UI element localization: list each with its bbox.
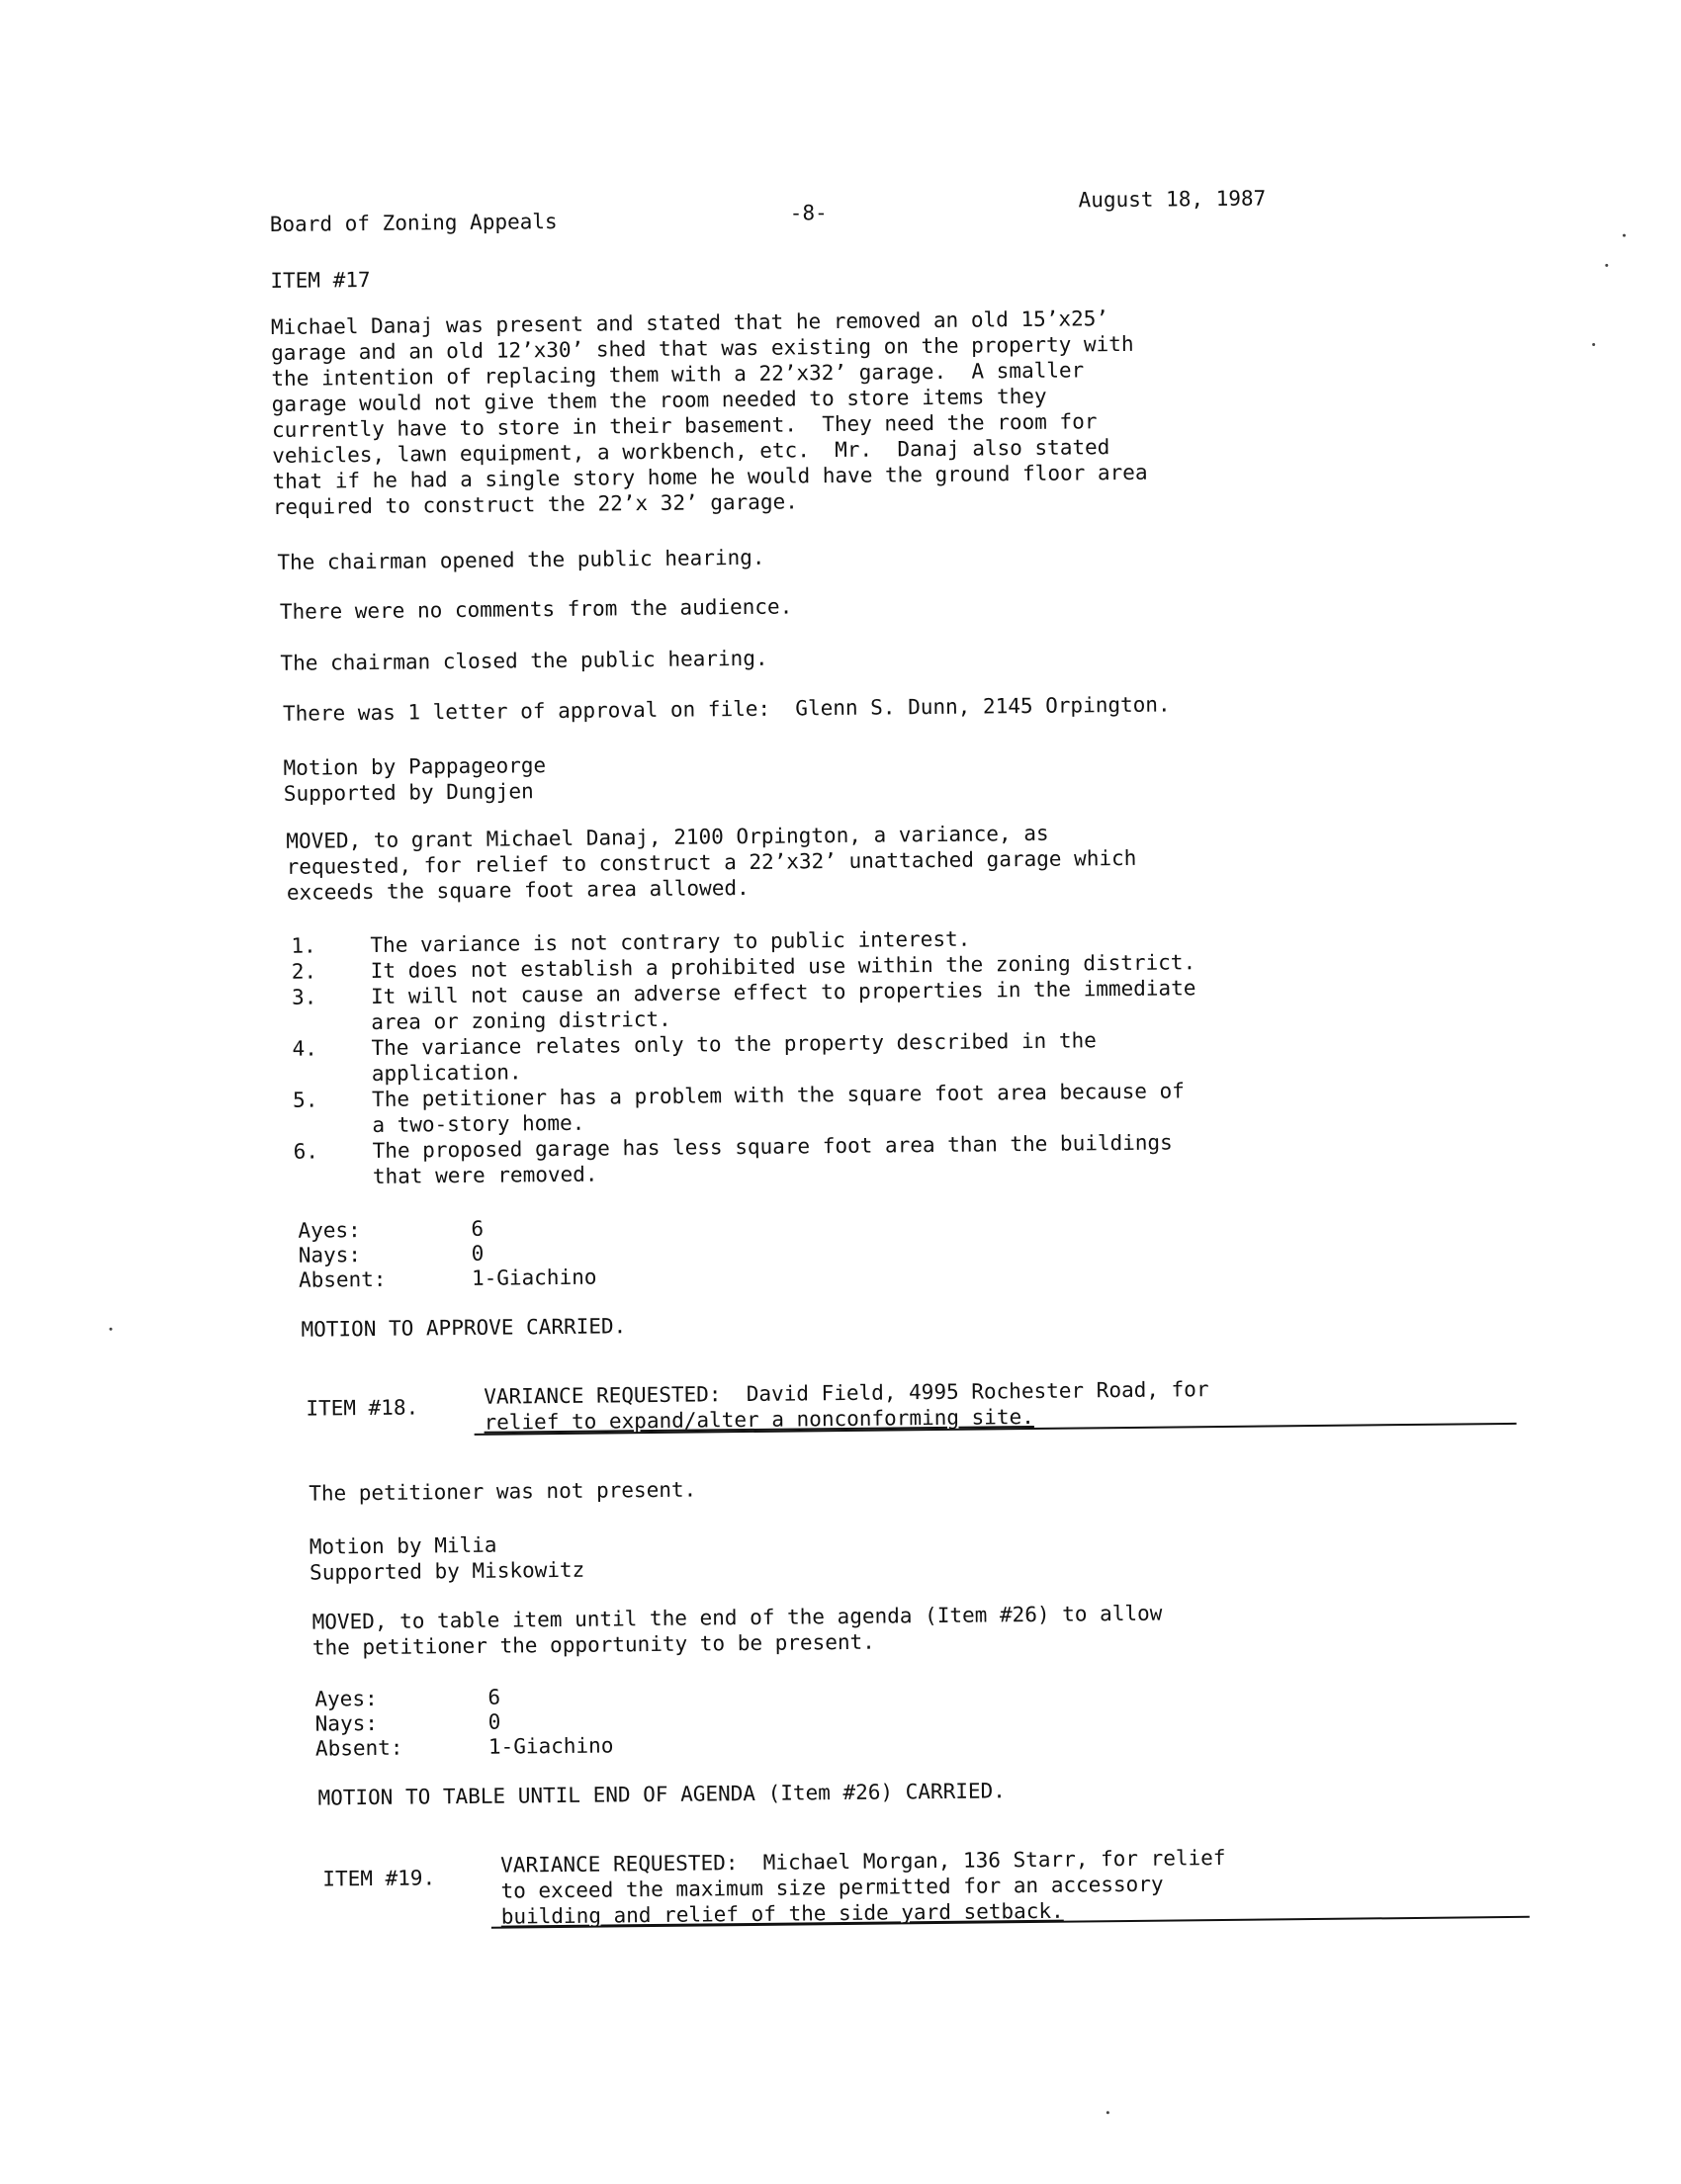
item-18-result: MOTION TO TABLE UNTIL END OF AGENDA (Item #26) CARRIED.	[317, 1779, 1006, 1810]
finding-line: It does not establish a prohibited use within the zoning district.	[370, 950, 1196, 983]
intro-line: garage and an old 12’x30’ shed that was existing on the property with	[271, 331, 1134, 365]
scan-speck	[110, 1328, 113, 1331]
finding-number: 5.	[292, 1088, 318, 1112]
ayes-label: Ayes:	[298, 1218, 361, 1243]
intro-line: required to construct the 22’x 32’ garage.	[272, 489, 798, 519]
request-line: relief to expand/alter a nonconforming site.	[484, 1404, 1034, 1435]
finding-line: It will not cause an adverse effect to properties in the immediate	[370, 976, 1196, 1008]
letters-on-file: There was 1 letter of approval on file: Glenn S. Dunn, 2145 Orpington.	[282, 692, 1171, 726]
intro-line: vehicles, lawn equipment, a workbench, etc. Mr. Danaj also stated	[272, 435, 1110, 468]
page-number: -8-	[789, 201, 828, 225]
absent-value: 1-Giachino	[471, 1265, 597, 1290]
finding-number: 1.	[291, 933, 316, 958]
supported-by: Supported by Dungjen	[283, 779, 534, 806]
petitioner-not-present: The petitioner was not present.	[309, 1477, 697, 1506]
finding-line: The variance is not contrary to public interest.	[370, 926, 971, 957]
board-title: Board of Zoning Appeals	[269, 209, 558, 236]
ayes-label: Ayes:	[314, 1686, 378, 1711]
hearing-closed: The chairman closed the public hearing.	[280, 646, 768, 675]
nays-label: Nays:	[298, 1243, 362, 1267]
motion-by: Motion by Milia	[309, 1532, 497, 1559]
scan-speck	[1592, 343, 1595, 346]
moved-line: MOVED, to grant Michael Danaj, 2100 Orpington, a variance, as	[286, 821, 1049, 853]
finding-line: The petitioner has a problem with the square foot area because of	[371, 1079, 1185, 1111]
finding-line: The variance relates only to the property described in the	[371, 1028, 1097, 1060]
item-17-result: MOTION TO APPROVE CARRIED.	[301, 1314, 627, 1342]
finding-number: 6.	[293, 1139, 319, 1164]
nays-count: 0	[471, 1241, 485, 1266]
motion-by: Motion by Pappageorge	[283, 753, 547, 780]
request-line: VARIANCE REQUESTED: David Field, 4995 Rochester Road, for	[484, 1377, 1209, 1409]
finding-number: 2.	[291, 959, 317, 984]
finding-number: 3.	[291, 985, 317, 1009]
moved-line: exceeds the square foot area allowed.	[286, 875, 750, 905]
request-line: building and relief of the side yard setback.	[500, 1898, 1064, 1929]
supported-by: Supported by Miskowitz	[309, 1557, 585, 1585]
ayes-count: 6	[471, 1216, 485, 1241]
item-17-votes	[298, 1215, 596, 1292]
item-18-title: ITEM #18.	[306, 1395, 419, 1421]
finding-line: area or zoning district.	[371, 1006, 671, 1034]
request-line: VARIANCE REQUESTED: Michael Morgan, 136 Starr, for relief	[500, 1845, 1226, 1878]
finding-line: The proposed garage has less square foot area than the buildings	[372, 1130, 1173, 1163]
scan-speck	[1623, 234, 1626, 237]
moved-line: the petitioner the opportunity to be present.	[311, 1629, 875, 1660]
moved-line: requested, for relief to construct a 22’x32’ unattached garage which	[286, 845, 1137, 879]
item-19-heading	[322, 1845, 1226, 1932]
intro-line: that if he had a single story home he would have the ground floor area	[272, 460, 1148, 493]
finding-line: application.	[371, 1060, 522, 1086]
moved-line: MOVED, to table item until the end of the agenda (Item #26) to allow	[311, 1601, 1163, 1634]
item-18-moved	[311, 1601, 1162, 1661]
request-line: to exceed the maximum size permitted for an accessory	[500, 1872, 1164, 1903]
item-17-moved	[286, 820, 1137, 906]
no-comments: There were no comments from the audience.	[279, 594, 793, 624]
item-17-title: ITEM #17	[270, 267, 371, 293]
ayes-count: 6	[487, 1685, 501, 1709]
absent-label: Absent:	[298, 1267, 387, 1292]
scan-speck	[1106, 2111, 1109, 2114]
intro-line: garage would not give them the room needed to store items they	[271, 384, 1047, 416]
item-18-votes	[314, 1683, 613, 1760]
absent-value: 1-Giachino	[487, 1733, 614, 1759]
intro-line: Michael Danaj was present and stated that he removed an old 15’x25’	[270, 306, 1109, 339]
document-date: August 18, 1987	[1078, 186, 1267, 213]
finding-number: 4.	[292, 1036, 317, 1061]
finding-line: that were removed.	[372, 1162, 598, 1188]
hearing-opened: The chairman opened the public hearing.	[277, 545, 765, 574]
item-17-intro	[271, 306, 1148, 520]
nays-count: 0	[487, 1709, 501, 1734]
finding-line: a two-story home.	[372, 1110, 585, 1137]
absent-label: Absent:	[314, 1735, 403, 1761]
item-19-title: ITEM #19.	[322, 1866, 436, 1891]
intro-line: currently have to store in their basement. They need the room for	[271, 409, 1098, 442]
nays-label: Nays:	[314, 1710, 379, 1736]
scan-speck	[1605, 264, 1608, 267]
intro-line: the intention of replacing them with a 22’x32’ garage. A smaller	[271, 358, 1085, 391]
